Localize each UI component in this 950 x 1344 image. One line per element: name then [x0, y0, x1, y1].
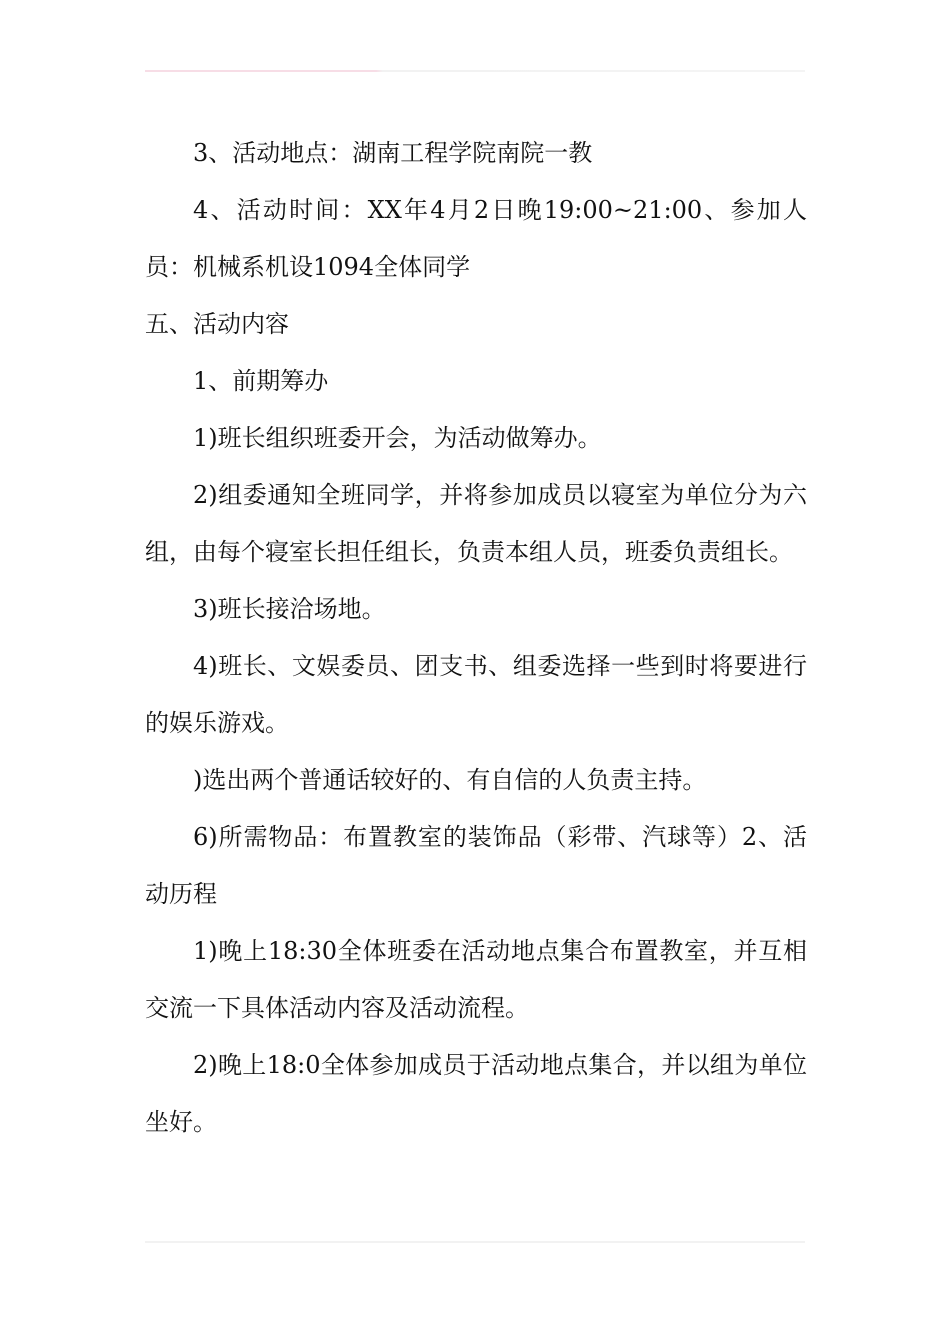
subheading-preparation: 1、前期筹办 [193, 367, 329, 395]
header-rule [145, 70, 805, 72]
paragraph-item: 4)班长、文娱委员、团支书、组委选择一些到时将要进行的娱乐游戏。 [145, 652, 807, 737]
document-body [145, 125, 807, 1151]
paragraph-item: 2)组委通知全班同学，并将参加成员以寝室为单位分为六组，由每个寝室长担任组长，负责本组人员，班委负责组长。 [145, 481, 807, 566]
section-heading-activity-content: 五、活动内容 [145, 310, 289, 338]
paragraph-item: )选出两个普通话较好的、有自信的人负责主持。 [193, 766, 707, 794]
paragraph-time-participants: 4、活动时间：XX年4月2日晚19:00~21:00、参加人员：机械系机设1094全体同学 [145, 196, 807, 281]
paragraph-item: 2)晚上18:0全体参加成员于活动地点集合，并以组为单位坐好。 [145, 1051, 807, 1136]
footer-rule [145, 1241, 805, 1243]
paragraph-item: 6)所需物品：布置教室的装饰品（彩带、汽球等）2、活动历程 [145, 823, 807, 908]
paragraph-item: 1)晚上18:30全体班委在活动地点集合布置教室，并互相交流一下具体活动内容及活动流程。 [145, 937, 807, 1022]
paragraph-item: 3)班长接洽场地。 [193, 595, 386, 623]
paragraph-item: 1)班长组织班委开会，为活动做筹办。 [193, 424, 602, 452]
paragraph-location: 3、活动地点：湖南工程学院南院一教 [193, 139, 593, 167]
